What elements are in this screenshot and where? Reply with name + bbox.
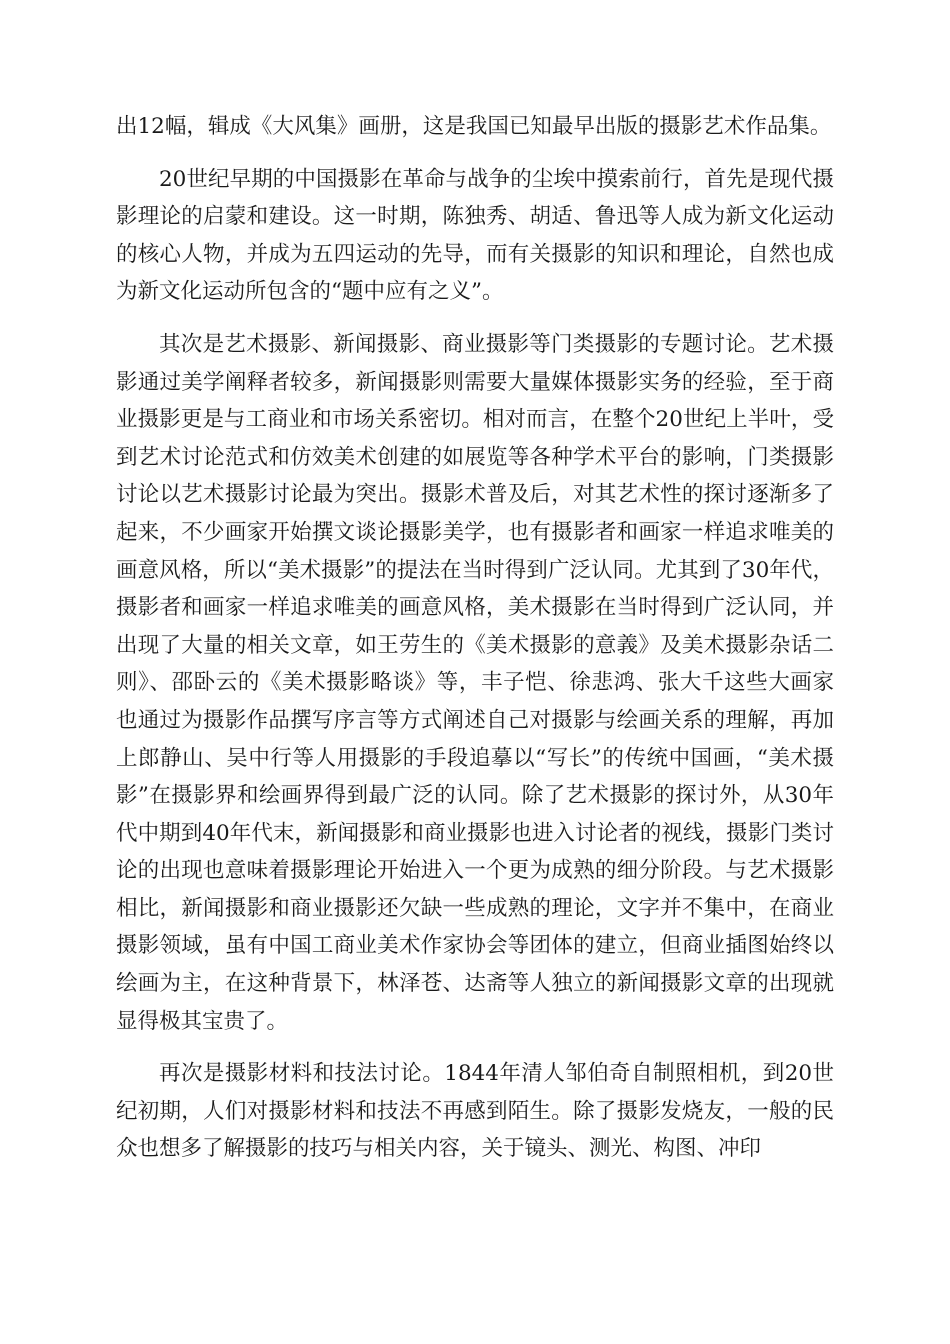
paragraph-early-20th-century: 20世纪早期的中国摄影在革命与战争的尘埃中摸索前行，首先是现代摄影理论的启蒙和建设。这一时期，陈独秀、胡适、鲁迅等人成为新文化运动的核心人物，并成为五四运动的先导，而有关摄影的知识和理论，自然也成为新文化运动所包含的“题中应有之义”。 (116, 166, 834, 305)
paragraph-continuation: 出12幅，辑成《大风集》画册，这是我国已知最早出版的摄影艺术作品集。 (116, 114, 832, 139)
document-body (116, 108, 834, 1183)
paragraph-genre-photography: 其次是艺术摄影、新闻摄影、商业摄影等门类摄影的专题讨论。艺术摄影通过美学阐释者较多，新闻摄影则需要大量媒体摄影实务的经验，至于商业摄影更是与工商业和市场关系密切。相对而言，在整个20世纪上半叶，受到艺术讨论范式和仿效美术创建的如展览等各种学术平台的影响，门类摄影讨论以艺术摄影讨论最为突出。摄影术普及后，对其艺术性的探讨逐渐多了起来，不少画家开始撰文谈论摄影美学，也有摄影者和画家一样追求唯美的画意风格，所以“美术摄影”的提法在当时得到广泛认同。尤其到了30年代，摄影者和画家一样追求唯美的画意风格，美术摄影在当时得到广泛认同，并出现了大量的相关文章，如王劳生的《美术摄影的意義》及美术摄影杂话二则》、邵卧云的《美术摄影略谈》等，丰子恺、徐悲鸿、张大千这些大画家也通过为摄影作品撰写序言等方式阐述自己对摄影与绘画关系的理解，再加上郎静山、吴中行等人用摄影的手段追摹以“写长”的传统中国画，“美术摄影”在摄影界和绘画界得到最广泛的认同。除了艺术摄影的探讨外，从30年代中期到40年代末，新闻摄影和商业摄影也进入讨论者的视线，摄影门类讨论的出现也意味着摄影理论开始进入一个更为成熟的细分阶段。与艺术摄影相比，新闻摄影和商业摄影还欠缺一些成熟的理论，文字并不集中，在商业摄影领域，虽有中国工商业美术作家协会等团体的建立，但商业插图始终以绘画为主，在这种背景下，林泽苍、达斋等人独立的新闻摄影文章的出现就显得极其宝贵了。 (116, 331, 834, 1034)
paragraph-materials-techniques: 再次是摄影材料和技法讨论。1844年清人邹伯奇自制照相机，到20世纪初期，人们对摄影材料和技法不再感到陌生。除了摄影发烧友，一般的民众也想多了解摄影的技巧与相关内容，关于镜头、测光、构图、冲印 (116, 1061, 834, 1162)
